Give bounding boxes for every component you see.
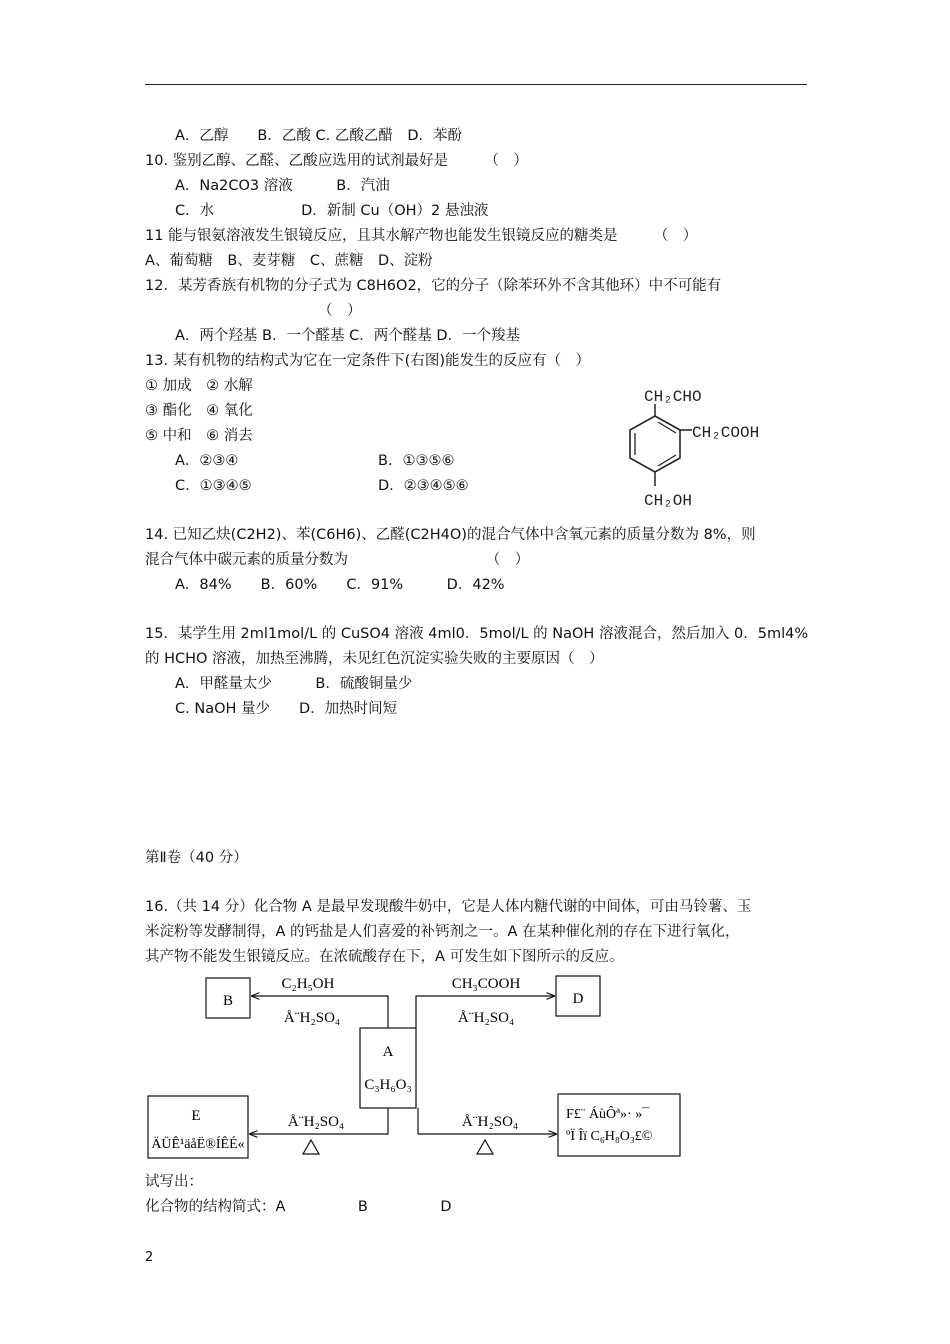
q16-reaction-diagram bbox=[140, 968, 700, 1168]
box-b-label: B bbox=[222, 993, 234, 1009]
q13-option-a: A．②③④ bbox=[175, 453, 239, 469]
q15-stem-2: 的 HCHO 溶液，加热至沸腾，未见红色沉淀实验失败的主要原因（ ） bbox=[145, 651, 604, 667]
box-e-note: ÄÜÊ¹äåË®ÍÊÉ« bbox=[151, 1137, 245, 1152]
benzene-ring bbox=[630, 416, 680, 472]
q15-options-cd: C. NaOH 量少 D．加热时间短 bbox=[175, 701, 398, 717]
q13-reactions-1: ① 加成 ② 水解 bbox=[145, 378, 253, 394]
q12-stem: 12．某芳香族有机物的分子式为 C8H6O2，它的分子（除苯环外不含其他环）中不可能有 bbox=[145, 278, 722, 294]
q13-stem: 13. 某有机物的结构式为它在一定条件下(右图)能发生的反应有（ ） bbox=[145, 353, 590, 369]
struct-top-group: CH₂CHO bbox=[644, 388, 702, 406]
q13-reactions-2: ③ 酯化 ④ 氧化 bbox=[145, 403, 253, 419]
q16-text-1: 16.（共 14 分）化合物 A 是最早发现酸牛奶中，它是人体内糖代谢的中间体，可由马铃薯、玉 bbox=[145, 899, 752, 915]
arrow-d-catalyst: Å¨H₂SO₄ bbox=[457, 1010, 515, 1026]
q14-options: A．84% B．60% C．91% D．42% bbox=[175, 577, 505, 593]
header-rule bbox=[145, 84, 807, 85]
box-f-line-2: ºÏ Îï C₆H₈O₃£© bbox=[566, 1129, 653, 1144]
heat-triangle-f bbox=[477, 1140, 493, 1154]
section-2-title: 第Ⅱ卷（40 分） bbox=[145, 850, 248, 866]
arrow-b-catalyst: Å¨H₂SO₄ bbox=[283, 1010, 341, 1026]
q10-stem: 10. 鉴别乙醇、乙醛、乙酸应选用的试剂最好是 （ ） bbox=[145, 153, 528, 169]
q13-option-d: D．②③④⑤⑥ bbox=[378, 478, 469, 494]
box-e-label: E bbox=[191, 1108, 201, 1124]
q14-stem-2: 混合气体中碳元素的质量分数为 （ ） bbox=[145, 552, 530, 568]
q16-text-2: 米淀粉等发酵制得，A 的钙盐是人们喜爱的补钙剂之一。A 在某种催化剂的存在下进行氧化， bbox=[145, 924, 740, 940]
box-f-line-1: F£¨ ÁùÔª»· »¯ bbox=[566, 1107, 650, 1122]
q9-options: A．乙醇 B．乙酸 C. 乙酸乙醋 D．苯酚 bbox=[175, 128, 462, 144]
q16-write-out: 试写出： bbox=[145, 1174, 203, 1190]
q11-options: A、葡萄糖 B、麦芽糖 C、蔗糖 D、淀粉 bbox=[145, 253, 433, 269]
q10-options-cd: C．水 D．新制 Cu（OH）2 悬浊液 bbox=[175, 203, 489, 219]
heat-triangle-e bbox=[303, 1140, 319, 1154]
q13-reactions-3: ⑤ 中和 ⑥ 消去 bbox=[145, 428, 253, 444]
ring-inner-bond-3 bbox=[658, 455, 676, 466]
q14-stem-1: 14. 已知乙炔(C2H2)、苯(C6H6)、乙醛(C2H4O)的混合气体中含氧元素的质量分数为 8%，则 bbox=[145, 527, 756, 543]
q13-option-c: C．①③④⑤ bbox=[175, 478, 252, 494]
box-a bbox=[360, 1028, 416, 1108]
q12-answer-paren: （ ） bbox=[318, 303, 362, 319]
ring-inner-bond-2 bbox=[658, 422, 676, 433]
q16-text-3: 其产物不能发生银镜反应。在浓硫酸存在下，A 可发生如下图所示的反应。 bbox=[145, 949, 624, 965]
q13-structure-figure bbox=[600, 380, 800, 520]
q13-option-b: B．①③⑤⑥ bbox=[378, 453, 455, 469]
arrow-e-catalyst: Å¨H₂SO₄ bbox=[287, 1114, 345, 1130]
box-d-label: D bbox=[572, 991, 584, 1007]
box-a-label: A bbox=[382, 1044, 394, 1060]
box-f bbox=[558, 1094, 680, 1156]
q16-formula-line: 化合物的结构简式：A B D bbox=[145, 1199, 452, 1215]
q10-options-ab: A．Na2CO3 溶液 B．汽油 bbox=[175, 178, 390, 194]
arrow-d-reagent: CH₃COOH bbox=[451, 976, 521, 992]
arrow-f-catalyst: Å¨H₂SO₄ bbox=[461, 1114, 519, 1130]
struct-right-group: CH₂COOH bbox=[692, 424, 760, 442]
box-a-formula: C₃H₆O₃ bbox=[364, 1077, 412, 1093]
page-number: 2 bbox=[145, 1250, 154, 1265]
q15-stem-1: 15．某学生用 2ml1mol/L 的 CuSO4 溶液 4ml0．5mol/L 的 NaOH 溶液混合，然后加入 0．5ml4% bbox=[145, 626, 809, 642]
arrow-b-reagent: C₂H₅OH bbox=[281, 976, 335, 992]
q12-options: A．两个羟基 B．一个醛基 C．两个醛基 D．一个羧基 bbox=[175, 328, 520, 344]
q15-options-ab: A．甲醛量太少 B．硫酸铜量少 bbox=[175, 676, 413, 692]
q11-stem: 11 能与银氨溶液发生银镜反应，且其水解产物也能发生银镜反应的糖类是 （ ） bbox=[145, 228, 698, 244]
struct-bottom-group: CH₂OH bbox=[644, 492, 693, 510]
